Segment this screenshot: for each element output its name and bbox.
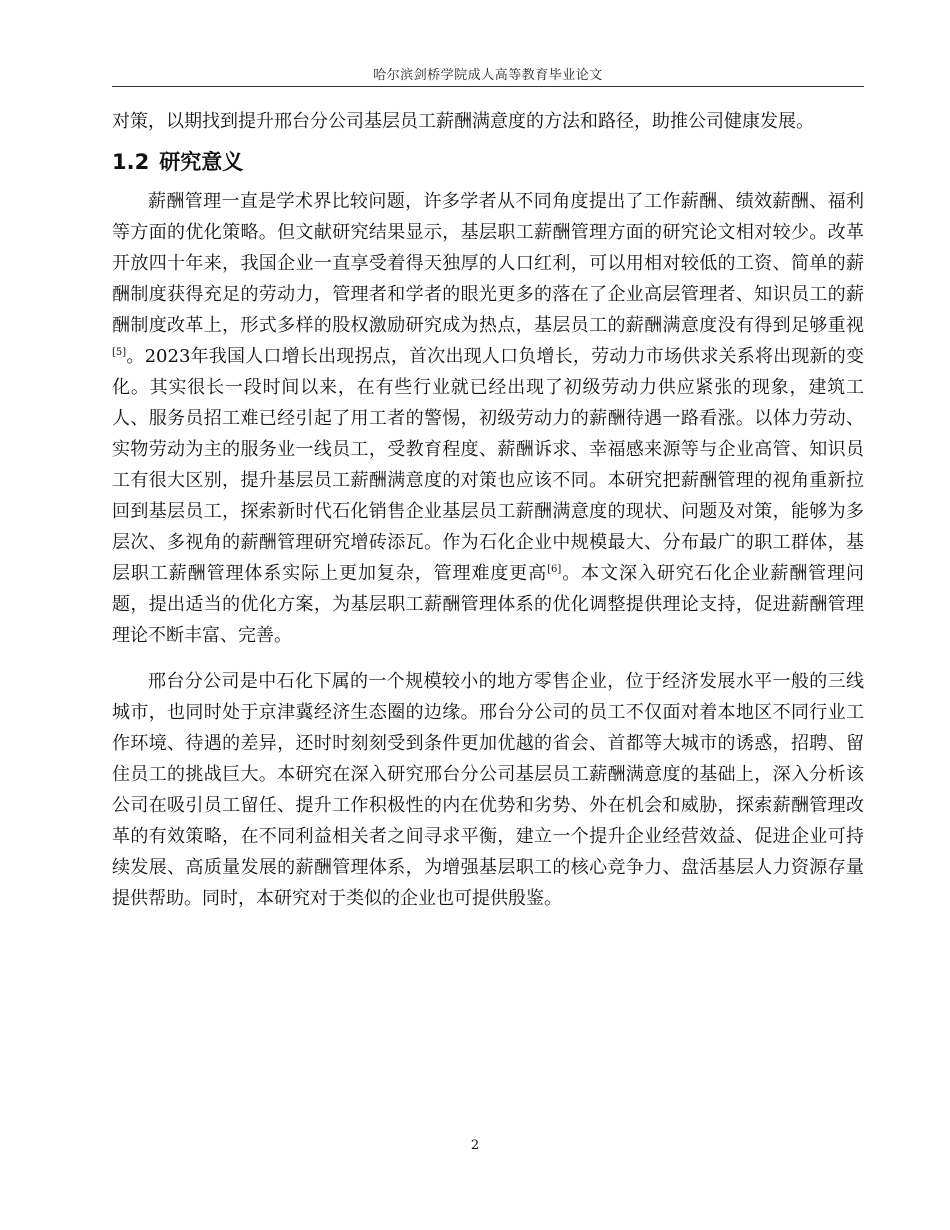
paragraph-text: 。本文深入研究石化企业薪酬管理问题，提出适当的优化方案，为基层职工薪酬管理体系的优化调整提供理论支持，促进薪酬管理理论不断丰富、完善。 xyxy=(112,563,865,646)
body-paragraph-1 xyxy=(112,186,864,651)
page-number: 2 xyxy=(470,1138,480,1153)
header-divider xyxy=(112,86,864,87)
citation-ref: [5] xyxy=(112,347,127,358)
section-title: 研究意义 xyxy=(159,150,244,174)
paragraph-text: 薪酬管理一直是学术界比较问题，许多学者从不同角度提出了工作薪酬、绩效薪酬、福利等方面的优化策略。但文献研究结果显示，基层职工薪酬管理方面的研究论文相对较少。改革开放四十年来，我国企业一直享受着得天独厚的人口红利，可以用相对较低的工资、简单的薪酬制度获得充足的劳动力，管理者和学者的眼光更多的落在了企业高层管理者、知识员工的薪酬制度改革上，形式多样的股权激励研究成为热点，基层员工的薪酬满意度没有得到足够重视 xyxy=(112,191,864,336)
citation-ref: [6] xyxy=(547,564,562,575)
section-heading xyxy=(112,148,243,176)
continuation-paragraph: 对策，以期找到提升邢台分公司基层员工薪酬满意度的方法和路径，助推公司健康发展。 xyxy=(112,111,814,132)
page-header: 哈尔滨剑桥学院成人高等教育毕业论文 xyxy=(373,68,603,83)
paragraph-text: 。2023年我国人口增长出现拐点，首次出现人口负增长，劳动力市场供求关系将出现新的变化。其实很长一段时间以来，在有些行业就已经出现了初级劳动力供应紧张的现象，建筑工人、服务员招工难已经引起了用工者的警惕，初级劳动力的薪酬待遇一路看涨。以体力劳动、实物劳动为主的服务业一线员工，受教育程度、薪酬诉求、幸福感来源等与企业高管、知识员工有很大区别，提升基层员工薪酬满意度的对策也应该不同。本研究把薪酬管理的视角重新拉回到基层员工，探索新时代石化销售企业基层员工薪酬满意度的现状、问题及对策，能够为多层次、多视角的薪酬管理研究增砖添瓦。作为石化企业中规模最大、分布最广的职工群体，基层职工薪酬管理体系实际上更加复杂，管理难度更高 xyxy=(112,346,864,584)
body-paragraph-2: 邢台分公司是中石化下属的一个规模较小的地方零售企业，位于经济发展水平一般的三线城市，也同时处于京津冀经济生态圈的边缘。邢台分公司的员工不仅面对着本地区不同行业工作环境、待遇的差异，还时时刻刻受到条件更加优越的省会、首都等大城市的诱惑，招聘、留住员工的挑战巨大。本研究在深入研究邢台分公司基层员工薪酬满意度的基础上，深入分析该公司在吸引员工留任、提升工作积极性的内在优势和劣势、外在机会和威胁，探索薪酬管理改革的有效策略，在不同利益相关者之间寻求平衡，建立一个提升企业经营效益、促进企业可持续发展、高质量发展的薪酬管理体系，为增强基层职工的核心竞争力、盘活基层人力资源存量提供帮助。同时，本研究对于类似的企业也可提供殷鉴。 xyxy=(112,671,864,909)
section-number: 1.2 xyxy=(112,150,150,174)
